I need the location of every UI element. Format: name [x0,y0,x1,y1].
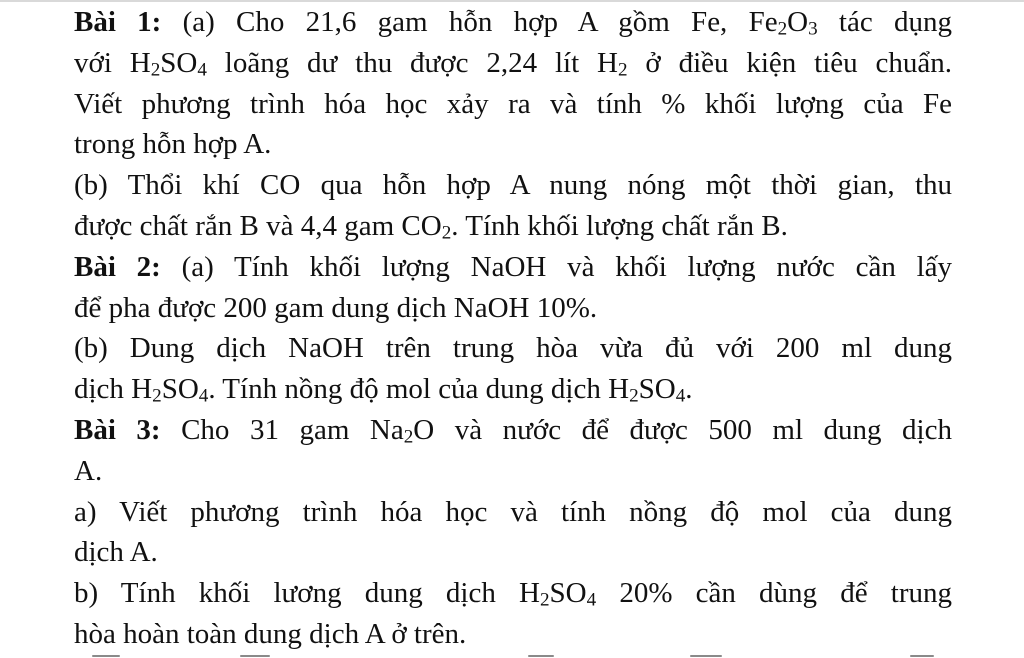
text-segment: . Tính khối lượng chất rắn B. [451,209,788,242]
problem-3-line-3: a) Viết phương trình hóa học và tính nồng độ mol của dung [74,495,952,528]
text-segment: ở điều kiện tiêu chuẩn. [627,46,952,79]
cut-stroke [240,655,270,657]
problem-2-line-1 [74,247,952,288]
cut-stroke [528,655,554,657]
text-segment: O [787,6,809,38]
problem-1-line-2 [74,43,952,84]
text-segment: được chất rắn B và 4,4 gam CO [74,209,442,242]
cut-off-next-line [0,649,1024,658]
cut-stroke [910,655,934,657]
subscript: 4 [675,385,686,407]
problem-2 [74,247,952,410]
text-segment: loãng dư thu được 2,24 lít H [206,46,618,79]
subscript: 4 [198,385,209,407]
exercise-sheet [74,2,952,655]
subscript: 2 [403,426,414,448]
subscript: 2 [152,385,162,407]
problem-3-line-1 [74,410,952,451]
text-segment: SO [161,373,199,406]
problem-1-line-4: trong hỗn hợp A. [74,128,272,161]
text-segment: 20% cần dùng để trung [596,577,952,610]
text-segment: . Tính nồng độ mol của dung dịch H [208,373,630,406]
subscript: 2 [629,385,639,407]
text-segment: SO [638,373,676,406]
problem-3-line-5 [74,573,952,614]
text-segment: (a) Tính khối lượng NaOH và khối lượng nước cần lấy [160,250,952,283]
problem-3 [74,410,952,655]
subscript: 2 [617,59,628,81]
problem-1-line-6 [74,206,952,247]
problem-1-line-3: Viết phương trình hóa học xảy ra và tính % khối lượng của Fe [74,87,952,120]
text-segment: (a) Cho 21,6 gam hỗn hợp A gồm Fe, Fe [161,6,778,38]
subscript: 2 [777,18,788,40]
problem-3-line-4: dịch A. [74,536,158,569]
problem-1-line-1 [74,2,952,43]
text-segment: . [685,373,693,406]
subscript: 3 [808,18,818,40]
text-segment: với H [74,46,151,79]
subscript: 2 [441,222,452,244]
subscript: 2 [150,59,161,81]
text-segment: b) Tính khối lương dung dịch H [74,577,540,610]
problem-1-title: Bài 1: [74,6,162,38]
subscript: 4 [197,59,207,81]
problem-3-line-6: hòa hoàn toàn dung dịch A ở trên. [74,617,467,650]
problem-2-line-3: (b) Dung dịch NaOH trên trung hòa vừa đủ với 200 ml dung [74,332,952,365]
problem-1-line-5: (b) Thổi khí CO qua hỗn hợp A nung nóng một thời gian, thu [74,169,952,202]
cut-stroke [690,655,722,657]
cut-stroke [92,655,120,657]
problem-2-line-2: để pha được 200 gam dung dịch NaOH 10%. [74,291,598,324]
problem-2-line-4 [74,369,952,410]
problem-3-title: Bài 3: [74,413,161,446]
text-segment: tác dụng [817,6,952,38]
problem-2-title: Bài 2: [74,250,161,283]
problem-1 [74,2,952,247]
subscript: 4 [586,589,597,611]
text-segment: SO [549,577,587,610]
text-segment: SO [160,46,198,79]
text-segment: dịch H [74,373,153,406]
text-segment: Cho 31 gam Na [160,413,404,446]
text-segment: O và nước để được 500 ml dung dịch [413,413,952,446]
problem-3-line-2: A. [74,454,103,487]
subscript: 2 [539,589,550,611]
